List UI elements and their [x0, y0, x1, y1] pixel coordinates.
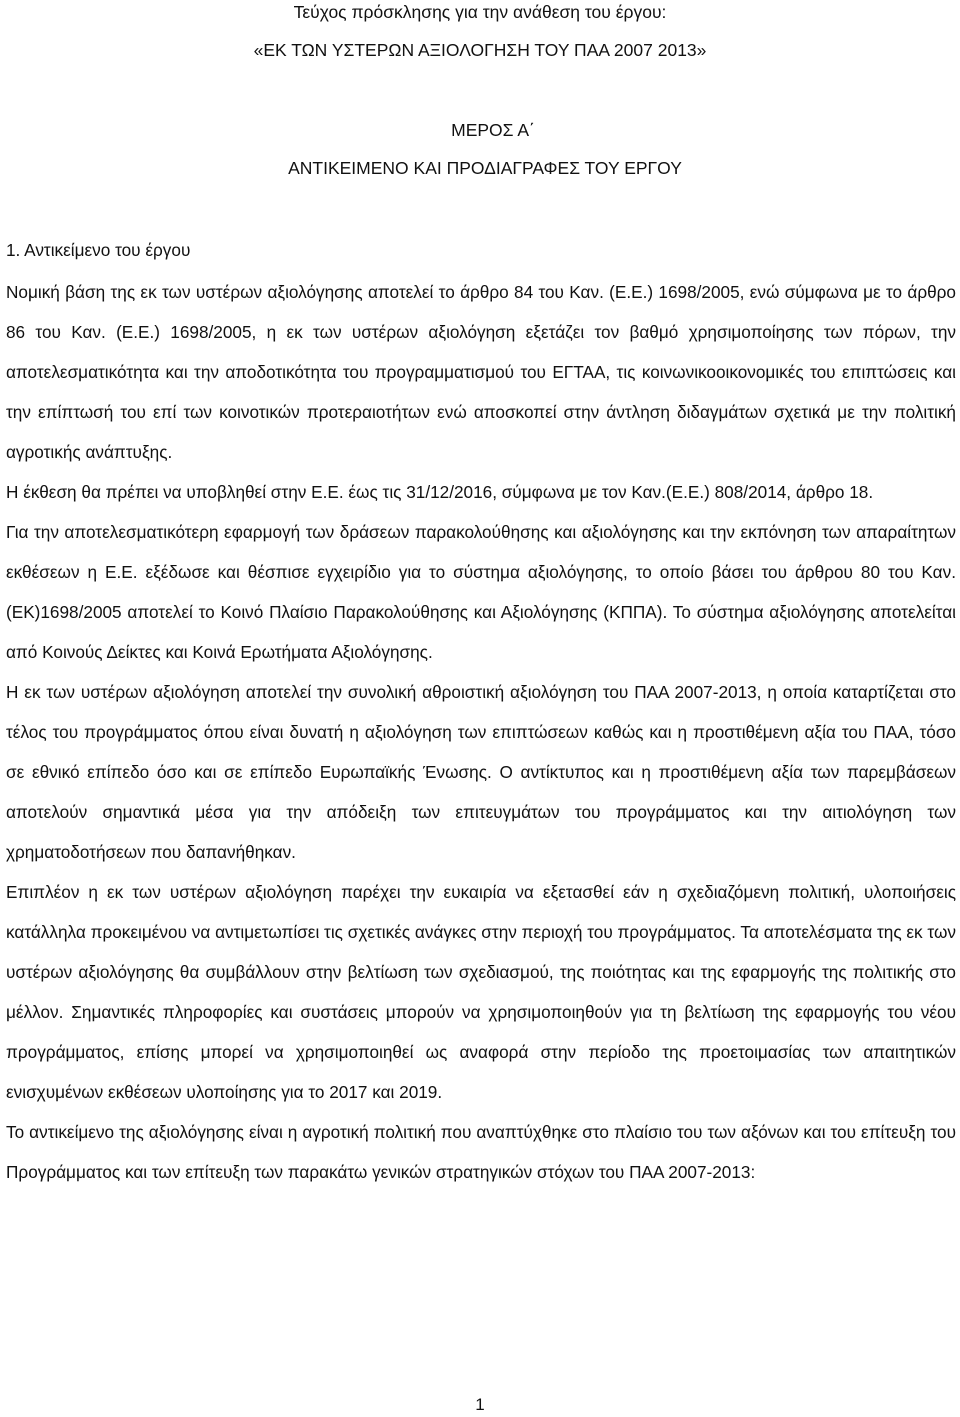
page-number: 1 — [475, 1395, 485, 1414]
document-header-line-1: Τεύχος πρόσκλησης για την ανάθεση του έργου: — [293, 2, 667, 22]
document-body — [6, 238, 956, 1192]
part-title: ΑΝΤΙΚΕΙΜΕΝΟ ΚΑΙ ΠΡΟΔΙΑΓΡΑΦΕΣ ΤΟΥ ΕΡΓΟΥ — [288, 158, 682, 178]
section-title: 1. Αντικείμενο του έργου — [6, 240, 191, 260]
paragraph-report-deadline: Η έκθεση θα πρέπει να υποβληθεί στην Ε.Ε. έως τις 31/12/2016, σύμφωνα με τον Καν.(Ε.Ε.) 808/2014, άρθρο 18. — [6, 482, 874, 502]
paragraph-opportunity: Επιπλέον η εκ των υστέρων αξιολόγηση παρέχει την ευκαιρία να εξετασθεί εάν η σχεδιαζόμενη πολιτική, υλοποιήσεις κατάλληλα προκειμένου να αντιμετωπίσει τις σχετικές ανάγκες στην περιοχή του προγράμματος. Τα αποτελέσματα της εκ των υστέρων αξιολόγησης θα συμβάλλουν στην βελτίωση των σχεδιασμού, της ποιότητας και της εφαρμογής της πολιτικής στο μέλλον. Σημαντικές πληροφορίες και συστάσεις μπορούν να χρησιμοποιηθούν για τη βελτίωση της εφαρμογής του νέου προγράμματος, επίσης μπορεί να χρησιμοποιηθεί ως αναφορά στην περίοδο της προετοιμασίας των απαιτητικών ενισχυμένων εκθέσεων υλοποίησης για το 2017 και 2019. — [6, 882, 956, 1102]
part-heading: ΜΕΡΟΣ Α΄ — [451, 120, 535, 140]
paragraph-evaluation-guide: Για την αποτελεσματικότερη εφαρμογή των δράσεων παρακολούθησης και αξιολόγησης και την εκπόνηση των απαραίτητων εκθέσεων η Ε.Ε. εξέδωσε και θέσπισε εγχειρίδιο για το σύστημα αξιολόγησης, το οποίο βάσει του άρθρου 80 του Καν. (ΕΚ)1698/2005 αποτελεί το Κοινό Πλαίσιο Παρακολούθησης και Αξιολόγησης (ΚΠΠΑ). Το σύστημα αξιολόγησης αποτελείται από Κοινούς Δείκτες και Κοινά Ερωτήματα Αξιολόγησης. — [6, 522, 956, 662]
document-header-line-2: «ΕΚ ΤΩΝ ΥΣΤΕΡΩΝ ΑΞΙΟΛΟΓΗΣΗ ΤΟΥ ΠΑΑ 2007 2013» — [253, 40, 707, 60]
paragraph-evaluation-object: Το αντικείμενο της αξιολόγησης είναι η αγροτική πολιτική που αναπτύχθηκε στο πλαίσιο του των αξόνων και του επίτευξη του Προγράμματος και των επίτευξη των παρακάτω γενικών στρατηγικών στόχων του ΠΑΑ 2007-2013: — [6, 1122, 956, 1182]
paragraph-legal-basis: Νομική βάση της εκ των υστέρων αξιολόγησης αποτελεί το άρθρο 84 του Καν. (Ε.Ε.) 1698/2005, ενώ σύμφωνα με το άρθρο 86 του Καν. (Ε.Ε.) 1698/2005, η εκ των υστέρων αξιολόγηση εξετάζει τον βαθμό χρησιμοποίησης των πόρων, την αποτελεσματικότητα και την αποδοτικότητα του προγραμματισμού του ΕΓΤΑΑ, τις κοινωνικοοικονομικές του επιπτώσεις και την επίπτωσή του επί των κοινοτικών προτεραιοτήτων ενώ αποσκοπεί στην άντληση διδαγμάτων σχετικά με την πολιτική αγροτικής ανάπτυξης. — [6, 282, 956, 462]
paragraph-ex-post-evaluation: Η εκ των υστέρων αξιολόγηση αποτελεί την συνολική αθροιστική αξιολόγηση του ΠΑΑ 2007-2013, η οποία καταρτίζεται στο τέλος του προγράμματος όπου είναι δυνατή η αξιολόγηση των επιπτώσεων καθώς και η προστιθέμενη αξία του ΠΑΑ, τόσο σε εθνικό επίπεδο όσο και σε επίπεδο Ευρωπαϊκής Ένωσης. Ο αντίκτυπος και η προστιθέμενη αξία των παρεμβάσεων αποτελούν σημαντικά μέσα για την απόδειξη των επιτευγμάτων του προγράμματος και την αιτιολόγηση των χρηματοδοτήσεων που δαπανήθηκαν. — [6, 682, 956, 862]
